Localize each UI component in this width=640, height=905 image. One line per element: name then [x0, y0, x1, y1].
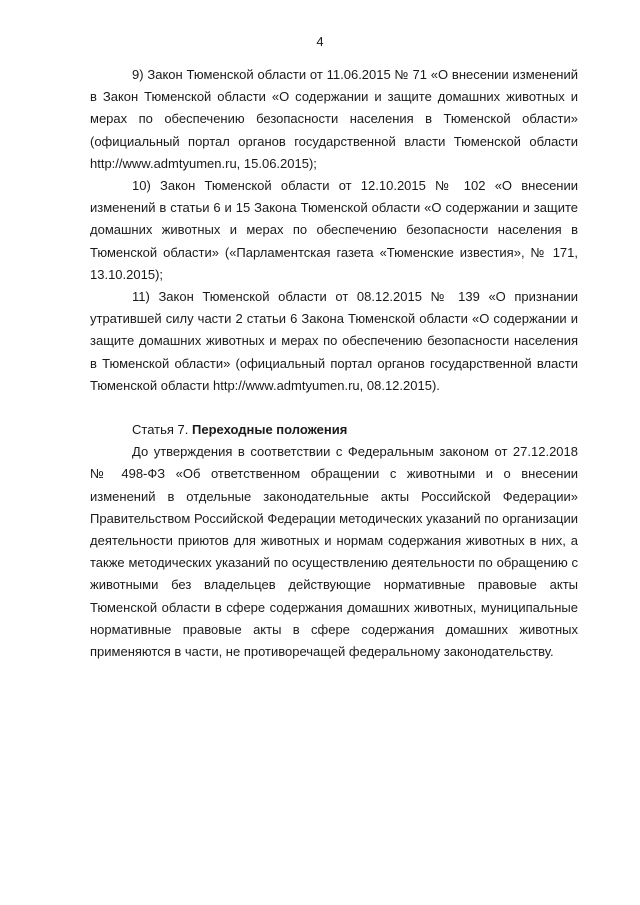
article-text: До утверждения в соответствии с Федеральным законом от 27.12.2018 № 498-ФЗ «Об ответственном обращении с животными и о внесении изменений в отдельные законодательные акты Российской Федерации» Правительством Российской Федерации методических указаний по организации деятельности приютов для животных и нормам содержания животных в них, а также методических указаний по осуществлению деятельности по обращению с животными без владельцев действующие нормативные правовые акты Тюменской области в сфере содержания домашних животных, муниципальные нормативные правовые акты в сфере содержания домашних животных применяются в части, не противоречащей федеральному законодательству. [90, 444, 578, 660]
list-item-9: 9) Закон Тюменской области от 11.06.2015 № 71 «О внесении изменений в Закон Тюменской области «О содержании и защите домашних животных и мерах по обеспечению безопасности населения в Тюменской области» (официальный портал органов государственной власти Тюменской области http://www.admtyumen.ru, 15.06.2015); [90, 67, 578, 171]
list-item-11: 11) Закон Тюменской области от 08.12.2015 № 139 «О признании утратившей силу части 2 статьи 6 Закона Тюменской области «О содержании и защите домашних животных и мерах по обеспечению безопасности населения в Тюменской области» (официальный портал органов государственной власти Тюменской области http://www.admtyumen.ru, 08.12.2015). [90, 289, 578, 393]
article-heading [90, 419, 578, 441]
list-item-10: 10) Закон Тюменской области от 12.10.2015 № 102 «О внесении изменений в статьи 6 и 15 Закона Тюменской области «О содержании и защите домашних животных и мерах по обеспечению безопасности населения в Тюменской области» («Парламентская газета «Тюменские известия», № 171, 13.10.2015); [90, 178, 578, 282]
article-label: Статья 7. [132, 422, 189, 438]
article-title: Переходные положения [192, 422, 348, 438]
document-body [90, 64, 578, 663]
page-number: 4 [316, 34, 324, 49]
